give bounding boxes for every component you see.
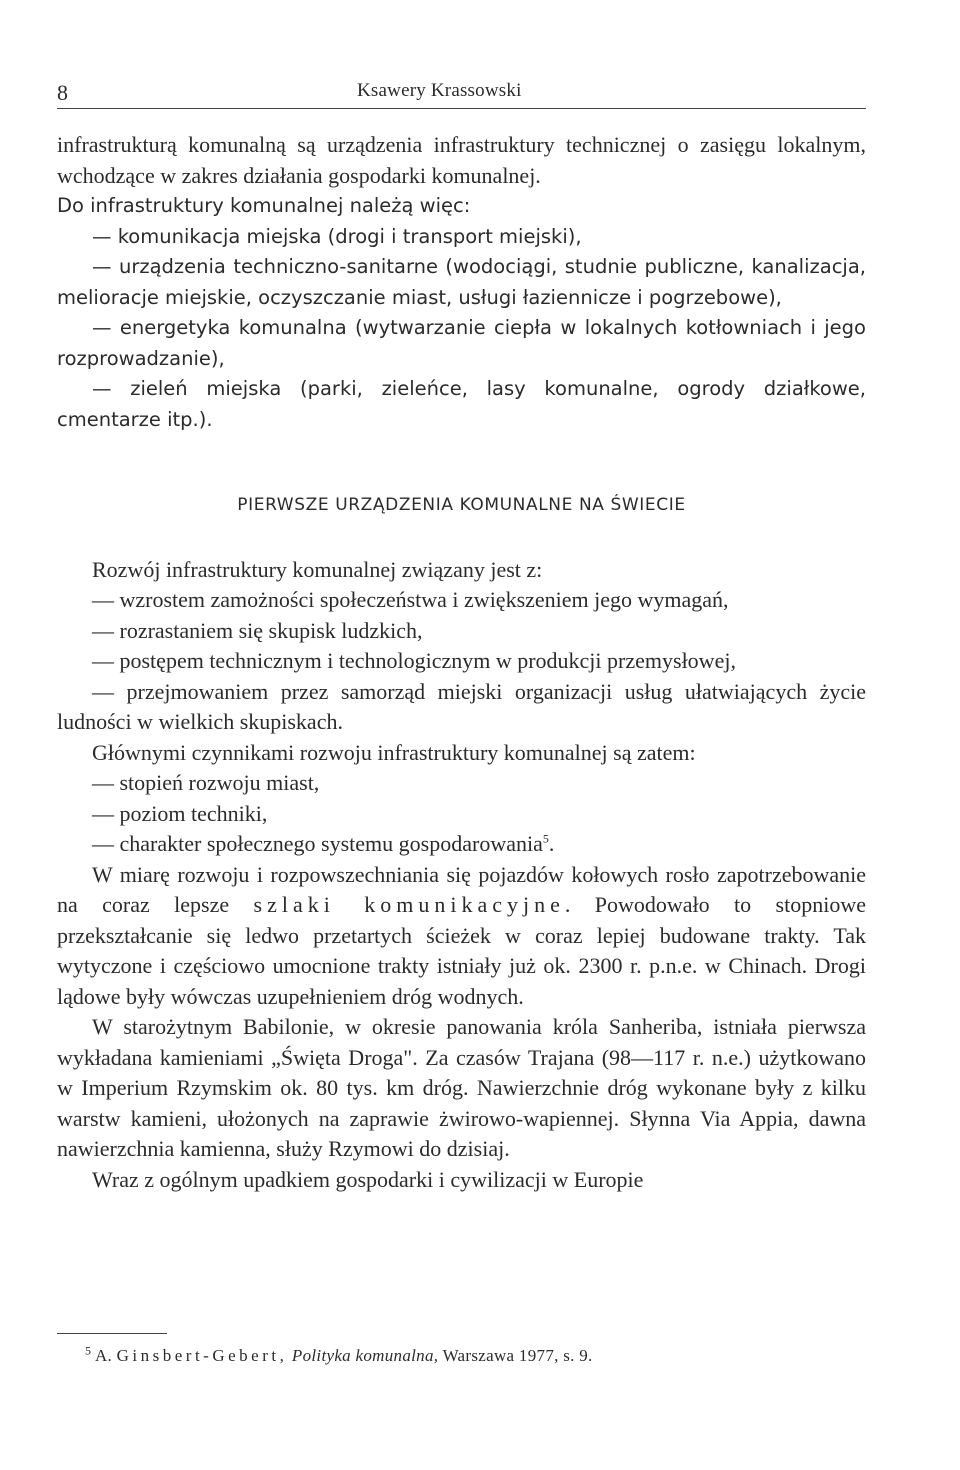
main-factor-item: — charakter społecznego systemu gospodarowania$^5$. [92, 831, 555, 856]
list-item: — komunikacja miejska (drogi i transport miejski), [92, 224, 582, 248]
footnote-author: Ginsbert-Gebert, [116, 1346, 288, 1365]
roads-text-a: W miarę rozwoju i rozpowszechniania się pojazdów kołowych rosło zapotrzebowanie na coraz lepsze [57, 861, 866, 917]
section-heading: PIERWSZE URZĄDZENIA KOMUNALNE NA ŚWIECIE [237, 495, 686, 515]
factor-item: — wzrostem zamożności społeczeństwa i zwiększeniem jego wymagań, [92, 587, 729, 612]
main-factor-item: — poziom techniki, [92, 800, 268, 826]
babylon-paragraph: W starożytnym Babilonie, w okresie panowania króla Sanheriba, istniała pierwsza wykładana kamieniami „Święta Droga". Za czasów Trajana (98—117 r. n.e.) użytkowano w Imperium Rzymskim ok. 80 tys. km dróg. Nawierzchnie dróg wykonane były z kilku warstw kamieni, ułożonych na zaprawie żwirowo-wapiennej. Słynna Via Appia, dawna nawierzchnia kamienna, służy Rzymowi do dzisiaj. [57, 1014, 866, 1161]
factor-item: — rozrastaniem się skupisk ludzkich, [92, 617, 423, 643]
factor-item: — postępem technicznym i technologicznym w produkcji przemysłowej, [92, 648, 736, 673]
footnote-title: Polityka komunalna, [291, 1346, 439, 1365]
section-intro: Rozwój infrastruktury komunalnej związany jest z: [92, 556, 543, 582]
body-text [57, 130, 866, 1195]
page-number: 8 [57, 80, 68, 105]
running-head: Ksawery Krassowski [357, 80, 522, 101]
footnote-initial: A. [94, 1346, 113, 1365]
list-item: — zieleń miejska (parki, zieleńce, lasy komunalne, ogrody działkowe, cmentarze itp.). [57, 377, 866, 431]
roads-text-b: . Powodowało to stopniowe przekształcanie się ledwo przetartych ścieżek w coraz lepiej budowane trakty. Tak wytyczone i częściowo umocnione trakty istniały już ok. 2300 r. p.n.e. w Chinach. Drogi lądowe były wówczas uzupełnieniem dróg wodnych. [57, 892, 866, 1009]
page-header [57, 72, 866, 109]
footnote-mark: 5 [85, 1343, 92, 1358]
footnote [85, 1343, 593, 1366]
main-factor-item: — stopień rozwoju miast, [92, 770, 320, 795]
list-item: — energetyka komunalna (wytwarzanie ciepła w lokalnych kotłowniach i jego rozprowadzanie), [57, 316, 866, 370]
footnote-rest: Warszawa 1977, s. 9. [442, 1346, 593, 1365]
list-item: — urządzenia techniczno-sanitarne (wodociągi, studnie publiczne, kanalizacja, melioracje miejskie, oczyszczanie miast, usługi łaziennicze i pogrzebowe), [57, 255, 866, 309]
main-factors-intro: Głównymi czynnikami rozwoju infrastruktury komunalnej są zatem: [92, 739, 696, 765]
footnote-rule [57, 1333, 167, 1334]
intro-paragraph: infrastrukturą komunalną są urządzenia infrastruktury technicznej o zasięgu lokalnym, wchodzące w zakres działania gospodarki komunalnej. [57, 132, 866, 188]
list-intro: Do infrastruktury komunalnej należą więc: [57, 194, 471, 217]
main-factor-text: — charakter społecznego systemu gospodarowania [92, 831, 543, 856]
factor-item: — przejmowaniem przez samorząd miejski organizacji usług ułatwiających życie ludności w wielkich skupiskach. [57, 678, 866, 734]
last-paragraph: Wraz z ogólnym upadkiem gospodarki i cywilizacji w Europie [92, 1166, 644, 1192]
spaced-emphasis: szlaki komunikacyjne [253, 892, 565, 917]
footnote-reference: 5 [542, 831, 549, 846]
roads-paragraph [57, 860, 866, 1013]
